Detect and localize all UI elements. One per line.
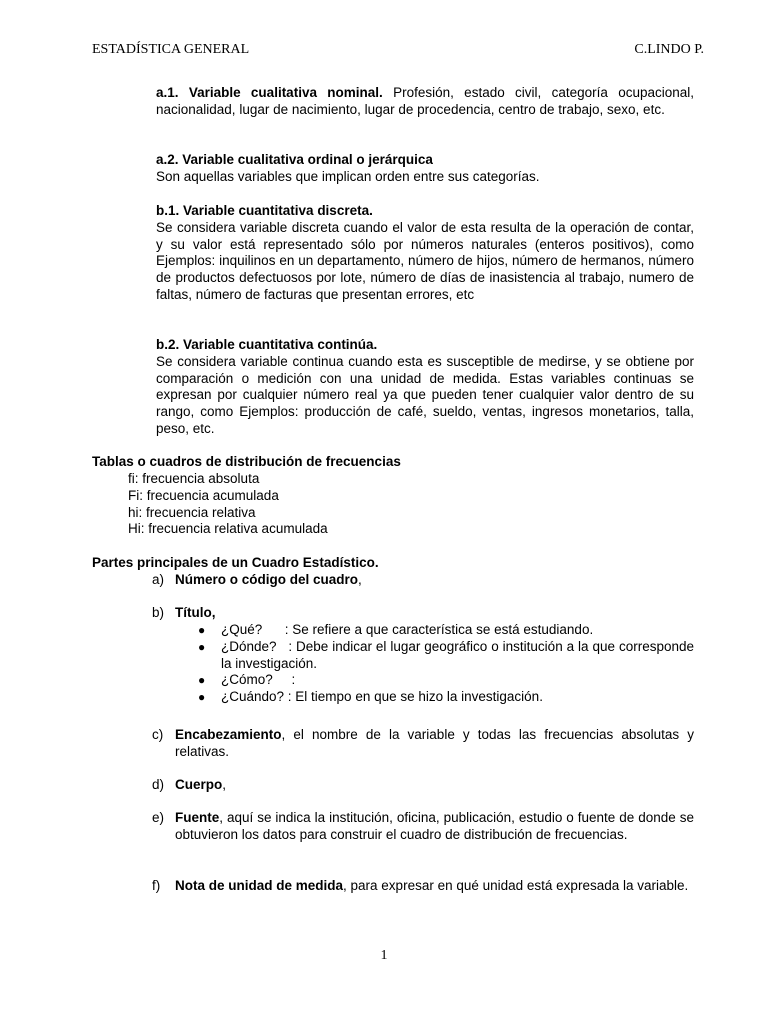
b1-text: Se considera variable discreta cuando el valor de esta resulta de la operación de contar, y su valor está representado sólo por números naturales (enteros positivos), como Ejemplos: inquilinos en un departamento, número de hijos, número de hermanos, número de productos defectuosos por lote, número de días de inasistencia al trabajo, numero de faltas, número de facturas que presentan errores, etc [156, 219, 694, 302]
part-label: c) [152, 727, 164, 742]
partes-title: Partes principales de un Cuadro Estadístico. [92, 555, 379, 570]
part-e-bold: Fuente [175, 810, 220, 825]
part-label: e) [152, 810, 165, 825]
bullet-icon: ● [198, 639, 206, 654]
a1-title: a.1. Variable cualitativa nominal. [156, 85, 383, 100]
bullet-icon: ● [198, 690, 206, 705]
freq-item: Hi: frecuencia relativa acumulada [128, 521, 328, 537]
part-label: f) [152, 878, 161, 893]
bullet-item: ● ¿Qué? : Se refiere a que característica se está estudiando. [198, 622, 594, 637]
a1-text: Profesión, estado civil, categoría ocupacional, nacionalidad, lugar de nacimiento, lugar de procedencia, centro de trabajo, sexo, etc. [156, 85, 694, 117]
bullet-icon: ● [198, 623, 206, 637]
titulo-bullets [198, 622, 698, 706]
frequency-list [128, 471, 328, 538]
a2-title: a.2. Variable cualitativa ordinal o jerárquica [156, 152, 433, 167]
part-c-bold: Encabezamiento [175, 727, 282, 742]
part-c: c) Encabezamiento, el nombre de la variable y todas las frecuencias absolutas y relativas. [152, 727, 694, 759]
part-d-bold: Cuerpo [175, 777, 223, 792]
a2-text: Son aquellas variables que implican orden entre sus categorías. [156, 168, 540, 184]
header-left: ESTADÍSTICA GENERAL [92, 42, 250, 57]
bullet-item: ● ¿Cómo? : [198, 672, 296, 688]
freq-item: hi: frecuencia relativa [128, 504, 256, 520]
page-header [92, 42, 704, 58]
bullet-item: ● ¿Dónde? : Debe indicar el lugar geográfico o institución a la que corresponde la investigación. [198, 638, 698, 671]
b2-text: Se considera variable continua cuando esta es susceptible de medirse, y se obtiene por comparación o medición con una unidad de medida. Estas variables continuas se expresan por cualquier número real ya que pueden tener cualquier valor dentro de su rango, como Ejemplos: producción de café, sueldo, ventas, ingresos monetarios, talla, peso, etc. [156, 353, 694, 436]
part-label: b) [152, 605, 165, 620]
tablas-title: Tablas o cuadros de distribución de frecuencias [92, 454, 401, 469]
page-number: 1 [380, 948, 388, 963]
b2-title: b.2. Variable cuantitativa continúa. [156, 337, 378, 352]
b1-title: b.1. Variable cuantitativa discreta. [156, 203, 373, 218]
freq-item: fi: frecuencia absoluta [128, 471, 260, 486]
part-d: d) Cuerpo, [152, 777, 227, 792]
part-a: a) Número o código del cuadro, [152, 572, 362, 587]
freq-item: Fi: frecuencia acumulada [128, 487, 279, 503]
section-a2 [156, 152, 694, 186]
section-b1 [156, 203, 694, 304]
part-label: a) [152, 572, 165, 587]
part-b [152, 605, 694, 622]
part-e: e) Fuente, aquí se indica la institución, oficina, publicación, estudio o fuente de donde se obtuvieron los datos para construir el cuadro de distribución de frecuencias. [152, 810, 694, 842]
section-b2 [156, 337, 694, 438]
bullet-icon: ● [198, 673, 206, 688]
section-a1 [156, 85, 694, 119]
part-b-bold: Título, [175, 605, 216, 620]
bullet-item: ● ¿Cuándo? : El tiempo en que se hizo la investigación. [198, 689, 543, 705]
part-a-bold: Número o código del cuadro [175, 572, 359, 587]
header-right: C.LINDO P. [634, 42, 704, 57]
part-label: d) [152, 777, 165, 792]
part-f-bold: Nota de unidad de medida [175, 878, 344, 893]
part-f: f) Nota de unidad de medida, para expresar en qué unidad está expresada la variable. [152, 878, 689, 893]
